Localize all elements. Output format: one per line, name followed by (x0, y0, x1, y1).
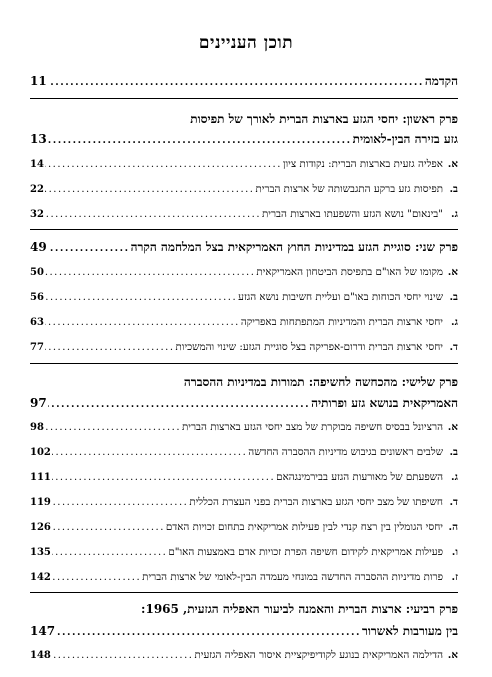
toc-subentry[interactable] (30, 183, 458, 201)
leader-dots (45, 292, 237, 303)
toc-subentry-index: ד. (449, 496, 458, 508)
toc-subentry-index: א. (447, 649, 458, 661)
toc-subentry[interactable] (30, 291, 458, 309)
toc-subentry-label: פעילות אמריקאית לקידום חשיפה הפרת זכויות אדם באמצעות האו"ם (168, 546, 443, 558)
toc-subentry-index: א. (447, 158, 458, 170)
leader-dots (45, 317, 240, 328)
toc-subentry[interactable] (30, 446, 458, 464)
toc-subentry[interactable] (30, 546, 458, 564)
toc-subentry-label: "בינאום" נושא הגזע והשפעתו בארצות הברית (262, 208, 443, 220)
divider (30, 229, 458, 230)
toc-subentry-label: יחסי ארצות הברית והמדיניות המתפתחות באפריקה (240, 316, 443, 328)
leader-dots (48, 77, 424, 88)
toc-subentry[interactable] (30, 208, 458, 226)
leader-dots (52, 547, 167, 558)
leader-dots (48, 399, 310, 410)
divider (30, 98, 458, 99)
toc-subentry-index: ג. (451, 208, 458, 220)
leader-dots (45, 184, 255, 195)
toc-subentry-label: שלבים ראשונים בגיבוש מדיניות ההסברה החדשה (248, 446, 443, 458)
toc-entry-label: פרק שני: סוגיית הגזע במדיניות החוץ האמריקאית בצל המלחמה הקרה (130, 240, 458, 254)
toc-subentry-index: ו. (451, 546, 458, 558)
toc-page-number: 13 (30, 132, 47, 146)
toc-page-number: 49 (30, 240, 47, 254)
toc-subentry-index: ב. (449, 446, 458, 458)
toc-page-number: 126 (30, 522, 51, 533)
leader-dots (52, 497, 188, 508)
toc-subentry[interactable] (30, 571, 458, 589)
toc-subentry[interactable] (30, 316, 458, 334)
toc-subentry-label: חשיפתו של מצב יחסי הגזע בארצות הברית בפני העצרת הכללית (189, 496, 443, 508)
toc-subentry-index: ז. (451, 571, 458, 583)
toc-page-number: 111 (30, 472, 51, 483)
toc-subentry-index: ב. (449, 183, 458, 195)
leader-dots (45, 342, 175, 353)
toc-chapter-1[interactable] (30, 132, 458, 150)
leader-dots (52, 650, 194, 661)
toc-page-number: 97 (30, 396, 47, 410)
toc-subentry-label: שינוי יחסי הכוחות באו"ם ועליית חשיבות נושא הגזע (238, 291, 443, 303)
toc-page-number: 32 (30, 209, 44, 220)
leader-dots (52, 472, 275, 483)
toc-subentry-index: א. (447, 421, 458, 433)
toc-subentry-index: ג. (451, 471, 458, 483)
toc-entry-label: האמריקאית בנושא גזע ופרותיה (311, 396, 458, 410)
toc-subentry-label: אפליה גזעית בארצות הברית: נקודות ציון (282, 158, 443, 170)
leader-dots (52, 447, 247, 458)
toc-subentry[interactable] (30, 158, 458, 176)
toc-subentry-label: הדילמה האמריקאית בנוגע לקודיפיקציית איסור האפליה הגזעית (194, 649, 443, 661)
toc-subentry-label: מקומו של האו"ם בתפיסת הביטחון האמריקאית (256, 266, 443, 278)
toc-chapter-3-line1[interactable]: פרק שלישי: מהכחשה לחשיפה: תמורות במדיניות ההסברה (183, 375, 458, 389)
toc-page-number: 50 (30, 267, 44, 278)
toc-subentry[interactable] (30, 649, 458, 667)
leader-dots (45, 209, 261, 220)
leader-dots (56, 627, 361, 638)
page-title: תוכן העניינים (198, 33, 294, 53)
toc-chapter-4[interactable] (30, 624, 458, 642)
toc-subentry-index: ה. (448, 521, 458, 533)
toc-page-number: 77 (30, 342, 44, 353)
toc-subentry-index: ד. (449, 341, 458, 353)
toc-page-number: 142 (30, 572, 51, 583)
leader-dots (52, 572, 141, 583)
toc-page-number: 11 (30, 74, 47, 88)
toc-subentry-label: פרות מדיניות ההסברה החדשה במונחי מעמדה הבין-לאומי של ארצות הברית (142, 571, 443, 583)
toc-page-number: 102 (30, 447, 51, 458)
toc-subentry-index: ג. (451, 316, 458, 328)
leader-dots (45, 422, 181, 433)
toc-subentry[interactable] (30, 471, 458, 489)
toc-chapter-3[interactable] (30, 396, 458, 414)
toc-subentry[interactable] (30, 496, 458, 514)
toc-subentry[interactable] (30, 521, 458, 539)
leader-dots (52, 522, 165, 533)
toc-page-number: 98 (30, 422, 44, 433)
toc-subentry-label: תפיסות גזע ברקע התגבשותה של ארצות הברית (255, 183, 443, 195)
toc-subentry[interactable] (30, 421, 458, 439)
toc-page-number: 147 (30, 624, 56, 638)
toc-page-number: 148 (30, 650, 51, 661)
toc-chapter-1-line1[interactable]: פרק ראשון: יחסי הגזע בארצות הברית לאורך של תפיסות (190, 112, 458, 126)
leader-dots (45, 267, 255, 278)
toc-page-number: 119 (30, 497, 51, 508)
leader-dots (45, 159, 282, 170)
toc-page-number: 135 (30, 547, 51, 558)
toc-page-number: 14 (30, 159, 44, 170)
divider (30, 592, 458, 593)
toc-subentry[interactable] (30, 266, 458, 284)
toc-subentry-index: א. (447, 266, 458, 278)
leader-dots (48, 135, 352, 146)
leader-dots (48, 243, 130, 254)
toc-page-number: 56 (30, 292, 44, 303)
toc-subentry-index: ב. (449, 291, 458, 303)
toc-subentry[interactable] (30, 341, 458, 359)
toc-subentry-label: יחסי ארצות הברית ודרום-אפריקה בצל סוגיית הגזע: שינוי והמשכיות (175, 341, 443, 353)
toc-page-number: 22 (30, 184, 44, 195)
toc-entry-intro[interactable] (30, 74, 458, 92)
divider (30, 363, 458, 364)
toc-subentry-label: הרציונל בבסיס חשיפה מבוקרת של מצב יחסי הגזע בארצות הברית (182, 421, 443, 433)
toc-subentry-label: יחסי הגומלין בין רצח קנדי לבין פעילות אמריקאית בתחום זכויות האדם (165, 521, 443, 533)
toc-chapter-4-line1[interactable]: פרק רביעי: ארצות הברית והאמנה לביעור האפליה הגזעית, 1965: (141, 602, 458, 616)
toc-entry-label: גזע בזירה הבין-לאומית (352, 132, 458, 146)
toc-subentry-label: השפעתם של מאורעות הגזע בבירמינגהאם (276, 471, 443, 483)
toc-entry-label: הקדמה (424, 74, 458, 88)
toc-chapter-2[interactable] (30, 240, 458, 258)
toc-page-number: 63 (30, 317, 44, 328)
toc-entry-label: בין מעורבות לאשרור (361, 624, 458, 638)
